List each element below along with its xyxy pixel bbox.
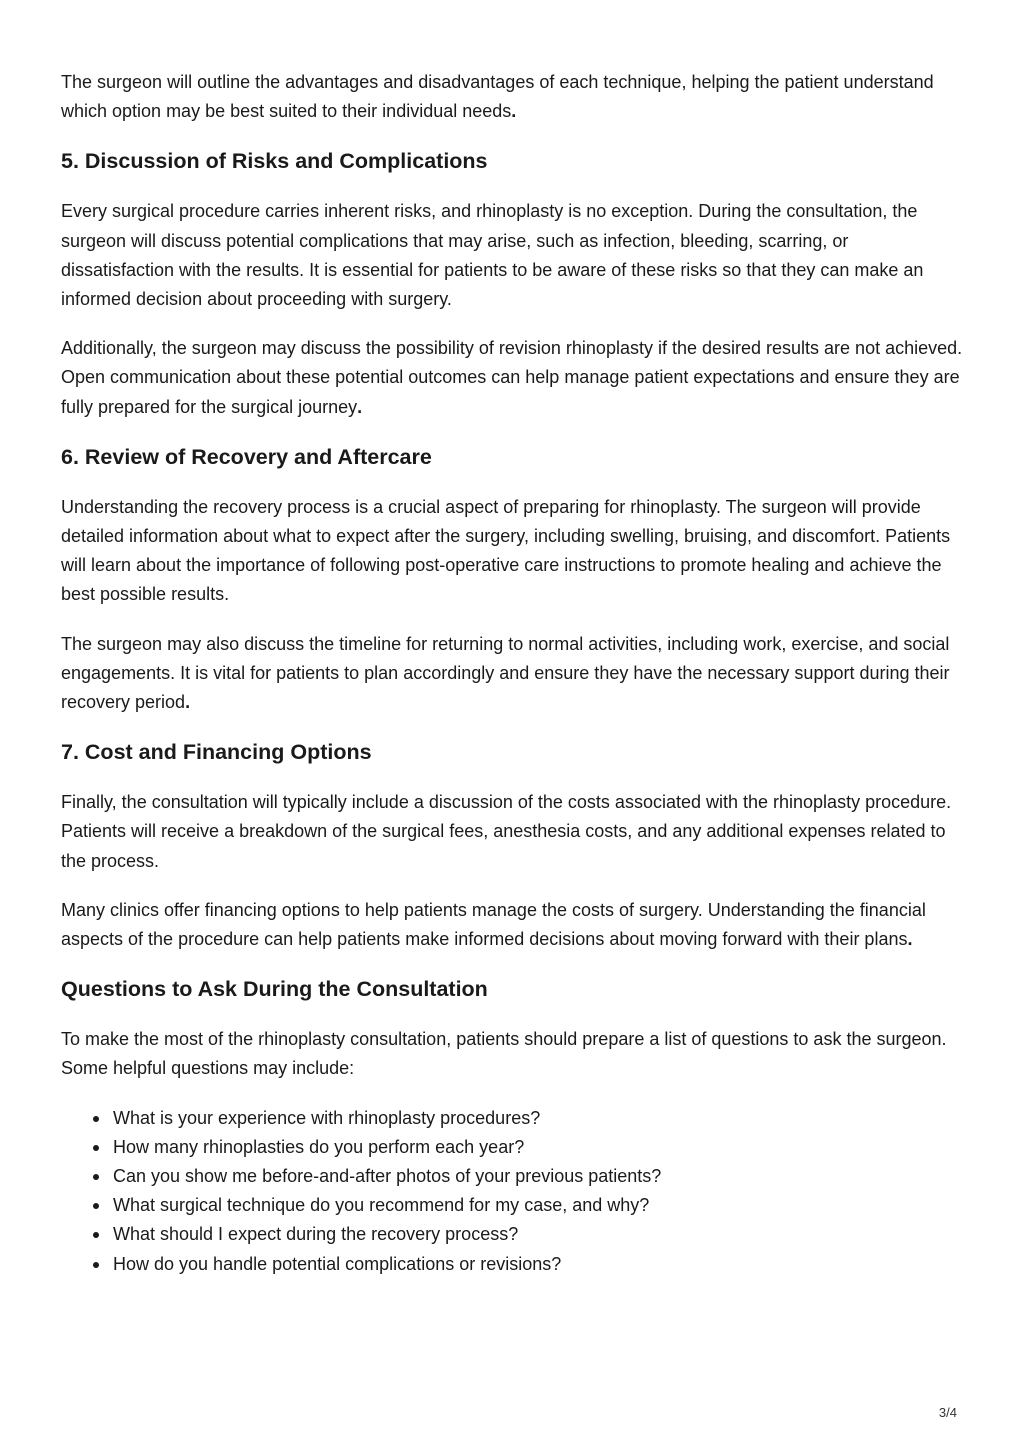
section-5-heading: 5. Discussion of Risks and Complications: [61, 149, 488, 174]
list-item: What is your experience with rhinoplasty procedures?: [113, 1104, 965, 1133]
list-item: Can you show me before-and-after photos of your previous patients?: [113, 1162, 965, 1191]
document-page: [61, 68, 965, 1279]
section-5-paragraph-1: Every surgical procedure carries inherent risks, and rhinoplasty is no exception. During the consultation, the surgeon will discuss potential complications that may arise, such as infection, bleeding, scarring, or dissatisfaction with the results. It is essential for patients to be aware of these risks so that they can make an informed decision about proceeding with surgery.: [61, 201, 924, 310]
questions-intro: To make the most of the rhinoplasty consultation, patients should prepare a list of questions to ask the surgeon. Some helpful questions may include:: [61, 1029, 947, 1079]
page-number: 3/4: [938, 1405, 957, 1420]
section-6-paragraph-2: The surgeon may also discuss the timeline for returning to normal activities, including work, exercise, and social engagements. It is vital for patients to plan accordingly and ensure they have the necessary support during their recovery period.: [61, 633, 950, 713]
section-7-paragraph-2: Many clinics offer financing options to help patients manage the costs of surgery. Understanding the financial aspects of the procedure can help patients make informed decisions about moving forward with their plans.: [61, 899, 926, 950]
section-6-paragraph-1: Understanding the recovery process is a crucial aspect of preparing for rhinoplasty. The surgeon will provide detailed information about what to expect after the surgery, including swelling, bruising, and discomfort. Patients will learn about the importance of following post-operative care instructions to promote healing and achieve the best possible results.: [61, 496, 951, 605]
list-item: How many rhinoplasties do you perform each year?: [113, 1133, 965, 1162]
list-item: What surgical technique do you recommend for my case, and why?: [113, 1191, 965, 1220]
list-item: How do you handle potential complications or revisions?: [113, 1250, 965, 1279]
list-item: What should I expect during the recovery process?: [113, 1220, 965, 1249]
section-7-paragraph-1: Finally, the consultation will typically include a discussion of the costs associated with the rhinoplasty procedure. Patients will receive a breakdown of the surgical fees, anesthesia costs, and any additional expenses related to the process.: [61, 792, 952, 871]
section-6-heading: 6. Review of Recovery and Aftercare: [61, 444, 432, 469]
section-5-paragraph-2: Additionally, the surgeon may discuss the possibility of revision rhinoplasty if the desired results are not achieved. Open communication about these potential outcomes can help manage patient expectations and ensure they are fully prepared for the surgical journey.: [61, 338, 963, 417]
questions-heading: Questions to Ask During the Consultation: [61, 977, 488, 1002]
section-7-heading: 7. Cost and Financing Options: [61, 740, 372, 765]
questions-list: [61, 1104, 965, 1279]
intro-paragraph: The surgeon will outline the advantages and disadvantages of each technique, helping the patient understand which option may be best suited to their individual needs.: [61, 72, 934, 122]
